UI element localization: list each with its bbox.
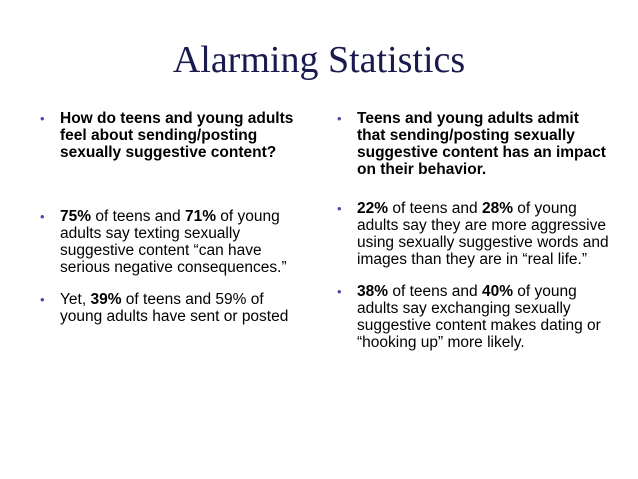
bullet-dot-icon: • [40,111,45,126]
bullet-heading: Teens and young adults admit that sending/posting sexually suggestive content has an impact on their behavior. [357,110,606,178]
stat-text: of young adults say they are more aggressive using sexually suggestive words and images than they are in “real life.” [357,200,609,268]
stat-percent: 28% [481,200,513,217]
bullet-dot-icon: • [337,284,342,299]
stat-percent: 39% [90,291,122,308]
bullet-text [357,283,601,351]
stat-text: of teens and [388,200,482,217]
bullet-dot-icon: • [337,111,342,126]
stat-text: Yet, [60,291,91,308]
bullet-item [40,291,308,325]
stat-percent: 38% [357,283,389,300]
stat-percent: 40% [481,283,513,300]
stat-text: of young adults say texting sexually suggestive content “can have serious negative consequences.” [60,208,287,276]
bullet-item [337,283,609,351]
bullet-question: How do teens and young adults feel about sending/posting sexually suggestive content? [60,110,294,161]
stat-percent: 75% [60,208,92,225]
right-bullet-list [337,110,609,351]
bullet-dot-icon: • [40,209,45,224]
bullet-text [60,208,287,276]
bullet-item [40,208,308,276]
bullet-dot-icon: • [337,201,342,216]
bullet-text [60,291,288,325]
stat-text: of teens and [91,208,185,225]
bullet-text [60,110,293,161]
stat-text: of teens and [388,283,482,300]
bullet-dot-icon: • [40,292,45,307]
stat-percent: 22% [357,200,389,217]
left-bullet-list [40,110,308,325]
stat-text: of young adults say exchanging sexually suggestive content makes dating or “hooking up” more likely. [357,283,601,351]
slide-title: Alarming Statistics [172,39,466,81]
bullet-item [40,110,308,161]
bullet-text [357,110,606,178]
bullet-item [337,110,609,178]
bullet-text [357,200,609,268]
stat-text: of teens and 59% of young adults have sent or posted [60,291,289,325]
stat-percent: 71% [184,208,216,225]
bullet-item [337,200,609,268]
